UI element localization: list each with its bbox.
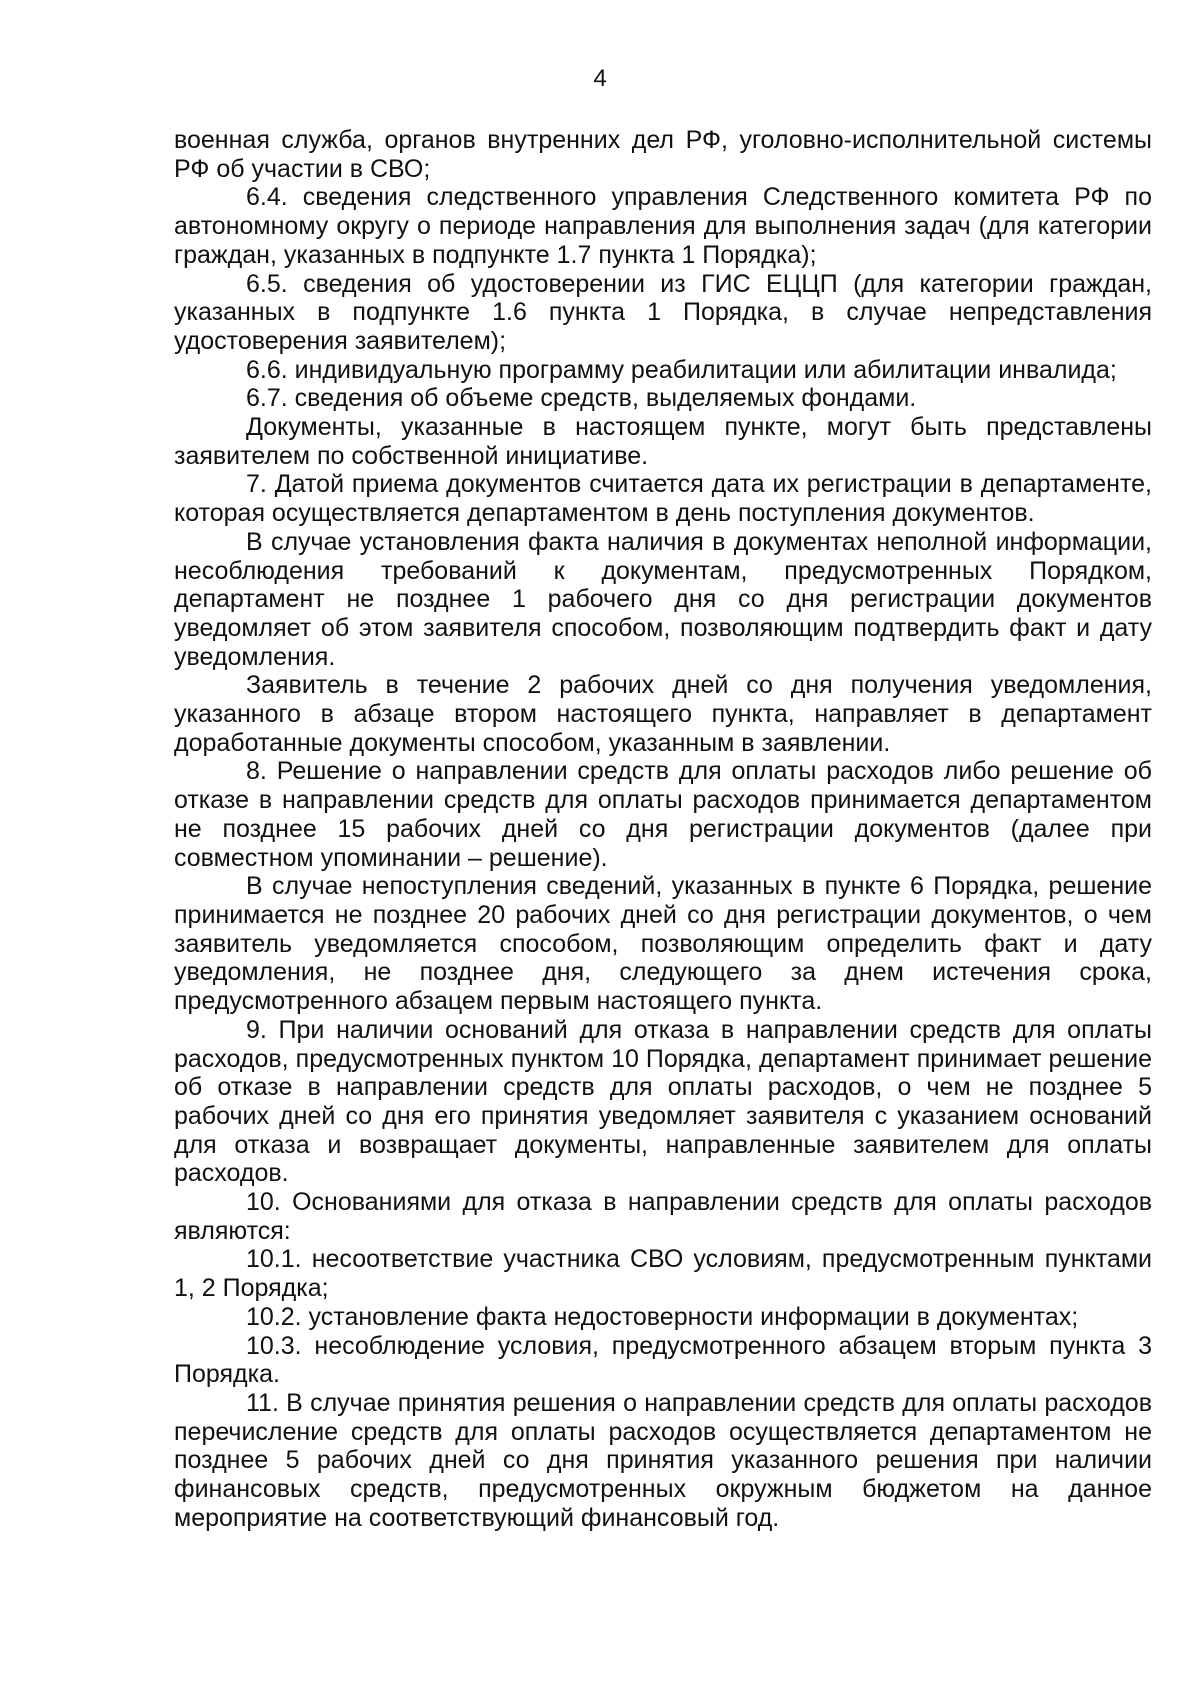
paragraph-7-applicant-revision: Заявитель в течение 2 рабочих дней со дня получения уведомления, указанного в абзаце втором настоящего пункта, направляет в департамент доработанные документы способом, указанным в заявлении. [174,671,1152,757]
paragraph-10: 10. Основаниями для отказа в направлении средств для оплаты расходов являются: [174,1188,1152,1245]
paragraph-6-7: 6.7. сведения об объеме средств, выделяемых фондами. [246,384,917,413]
document-body [174,126,1152,1532]
paragraph-8-no-information: В случае непоступления сведений, указанных в пункте 6 Порядка, решение принимается не позднее 20 рабочих дней со дня регистрации документов, о чем заявитель уведомляется способом, позволяющим определить факт и дату уведомления, не позднее дня, следующего за днем истечения срока, предусмотренного абзацем первым настоящего пункта. [174,872,1152,1016]
paragraph-6-5: 6.5. сведения об удостоверении из ГИС ЕЦЦП (для категории граждан, указанных в подпункте 1.6 пункта 1 Порядка, в случае непредставления удостоверения заявителем); [174,269,1152,355]
paragraph-9: 9. При наличии оснований для отказа в направлении средств для оплаты расходов, предусмотренных пунктом 10 Порядка, департамент принимает решение об отказе в направлении средств для оплаты расходов, о чем не позднее 5 рабочих дней со дня его принятия уведомляет заявителя с указанием оснований для отказа и возвращает документы, направленные заявителем для оплаты расходов. [174,1015,1152,1188]
paragraph-10-2: 10.2. установление факта недостоверности информации в документах; [246,1302,1079,1331]
paragraph-10-3: 10.3. несоблюдение условия, предусмотренного абзацем вторым пункта 3 Порядка. [174,1331,1152,1389]
paragraph-continuation: военная служба, органов внутренних дел РФ, уголовно-исполнительной системы РФ об участии в СВО; [174,126,1152,183]
paragraph-7-incomplete-info: В случае установления факта наличия в документах неполной информации, несоблюдения требований к документам, предусмотренных Порядком, департамент не позднее 1 рабочего дня со дня регистрации документов уведомляет об этом заявителя способом, позволяющим подтвердить факт и дату уведомления. [174,527,1152,671]
page-number: 4 [593,65,607,92]
paragraph-6-4: 6.4. сведения следственного управления Следственного комитета РФ по автономному округу о периоде направления для выполнения задач (для категории граждан, указанных в подпункте 1.7 пункта 1 Порядка); [174,183,1152,269]
paragraph-11: 11. В случае принятия решения о направлении средств для оплаты расходов перечисление средств для оплаты расходов осуществляется департаментом не позднее 5 рабочих дней со дня принятия указанного решения при наличии финансовых средств, предусмотренных окружным бюджетом на данное мероприятие на соответствующий финансовый год. [174,1388,1152,1532]
paragraph-8: 8. Решение о направлении средств для оплаты расходов либо решение об отказе в направлении средств для оплаты расходов принимается департаментом не позднее 15 рабочих дней со дня регистрации документов (далее при совместном упоминании – решение). [174,757,1152,872]
paragraph-6-6: 6.6. индивидуальную программу реабилитации или абилитации инвалида; [246,355,1117,384]
paragraph-documents-initiative: Документы, указанные в настоящем пункте, могут быть представлены заявителем по собственной инициативе. [174,413,1152,470]
paragraph-10-1: 10.1. несоответствие участника СВО условиям, предусмотренным пунктами 1, 2 Порядка; [174,1245,1152,1303]
paragraph-7: 7. Датой приема документов считается дата их регистрации в департаменте, которая осуществляется департаментом в день поступления документов. [174,470,1152,528]
